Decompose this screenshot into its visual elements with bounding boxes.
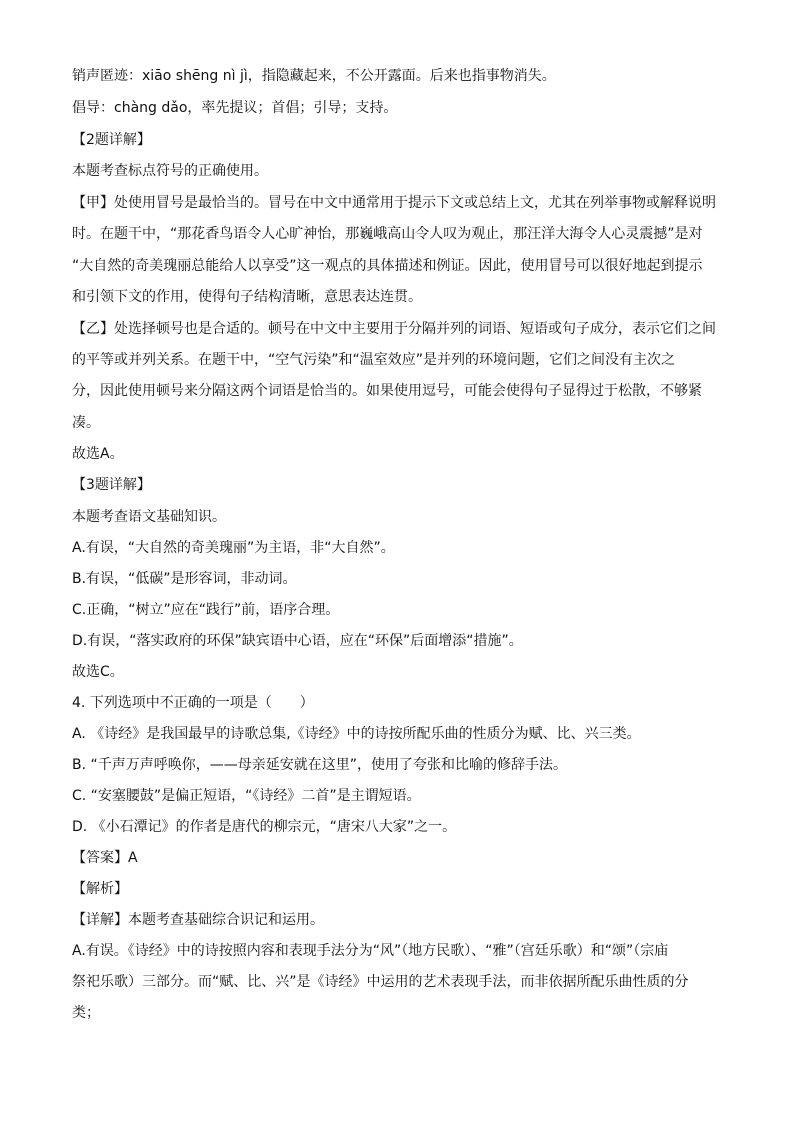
text-line: 和引领下文的作用，使得句子结构清晰，意思表达连贯。: [72, 289, 422, 305]
text-line: 故选C。: [72, 664, 124, 680]
text-line: B.有误，“低碳”是形容词，非动词。: [72, 571, 297, 587]
text-line: 【详解】本题考查基础综合识记和运用。: [72, 912, 324, 928]
text-line: 故选A。: [72, 446, 124, 462]
text-line: 倡导：chàng dǎo，率先提议；首倡；引导；支持。: [72, 100, 398, 116]
section-heading: 【2题详解】: [72, 132, 151, 148]
text-line: “大自然的奇美瑰丽总能给人以享受”这一观点的具体描述和例证。因此，使用冒号可以很好地起到提示: [72, 258, 703, 274]
analysis-heading: 【解析】: [72, 881, 128, 897]
text-line: 的平等或并列关系。在题干中，“空气污染”和“温室效应”是并列的环境问题，它们之间没有主次之: [72, 352, 676, 368]
text-line: D.有误，“落实政府的环保”缺宾语中心语，应在“环保”后面增添“措施”。: [72, 633, 523, 649]
text-line: A.有误。《诗经》中的诗按照内容和表现手法分为“风”（地方民歌）、“雅”（宫廷乐歌）和“颂”（宗庙: [72, 943, 669, 959]
text-line: 【乙】处选择顿号也是合适的。顿号在中文中主要用于分隔并列的词语、短语或句子成分，表示它们之间: [72, 321, 716, 337]
text-line: 本题考查语文基础知识。: [72, 509, 226, 525]
answer-line: 【答案】A: [72, 850, 138, 866]
text-line: 时。在题干中，“那花香鸟语令人心旷神怡，那巍峨高山令人叹为观止，那汪洋大海令人心灵震撼”是对: [72, 226, 703, 242]
text-line: 祭祀乐歌）三部分。而“赋、比、兴”是《诗经》中运用的艺术表现手法，而非依据所配乐曲性质的分: [72, 974, 689, 990]
option-a: A. 《诗经》是我国最早的诗歌总集,《诗经》中的诗按所配乐曲的性质分为赋、比、兴三类。: [72, 726, 641, 742]
text-line: 分，因此使用顿号来分隔这两个词语是恰当的。如果使用逗号，可能会使得句子显得过于松散，不够紧: [72, 383, 702, 399]
text-line: 本题考查标点符号的正确使用。: [72, 163, 268, 179]
option-c: C. “安塞腰鼓”是偏正短语，“《诗经》二首”是主谓短语。: [72, 788, 421, 804]
text-line: 【甲】处使用冒号是最恰当的。冒号在中文中通常用于提示下文或总结上文，尤其在列举事物或解释说明: [72, 195, 716, 211]
text-line: 类；: [72, 1005, 100, 1021]
section-heading: 【3题详解】: [72, 477, 151, 493]
option-b: B. “千声万声呼唤你，——母亲延安就在这里”，使用了夸张和比喻的修辞手法。: [72, 757, 568, 773]
text-line: 凑。: [72, 415, 100, 431]
text-line: A.有误，“大自然的奇美瑰丽”为主语，非“大自然”。: [72, 540, 395, 556]
text-line: C.正确，“树立”应在“践行”前，语序合理。: [72, 602, 340, 618]
question-stem: 4. 下列选项中不正确的一项是（ ）: [72, 695, 314, 711]
text-line: 销声匿迹：xiāo shēng nì jì，指隐藏起来，不公开露面。后来也指事物消失。: [72, 68, 556, 84]
option-d: D. 《小石潭记》的作者是唐代的柳宗元，“唐宋八大家”之一。: [72, 819, 457, 835]
